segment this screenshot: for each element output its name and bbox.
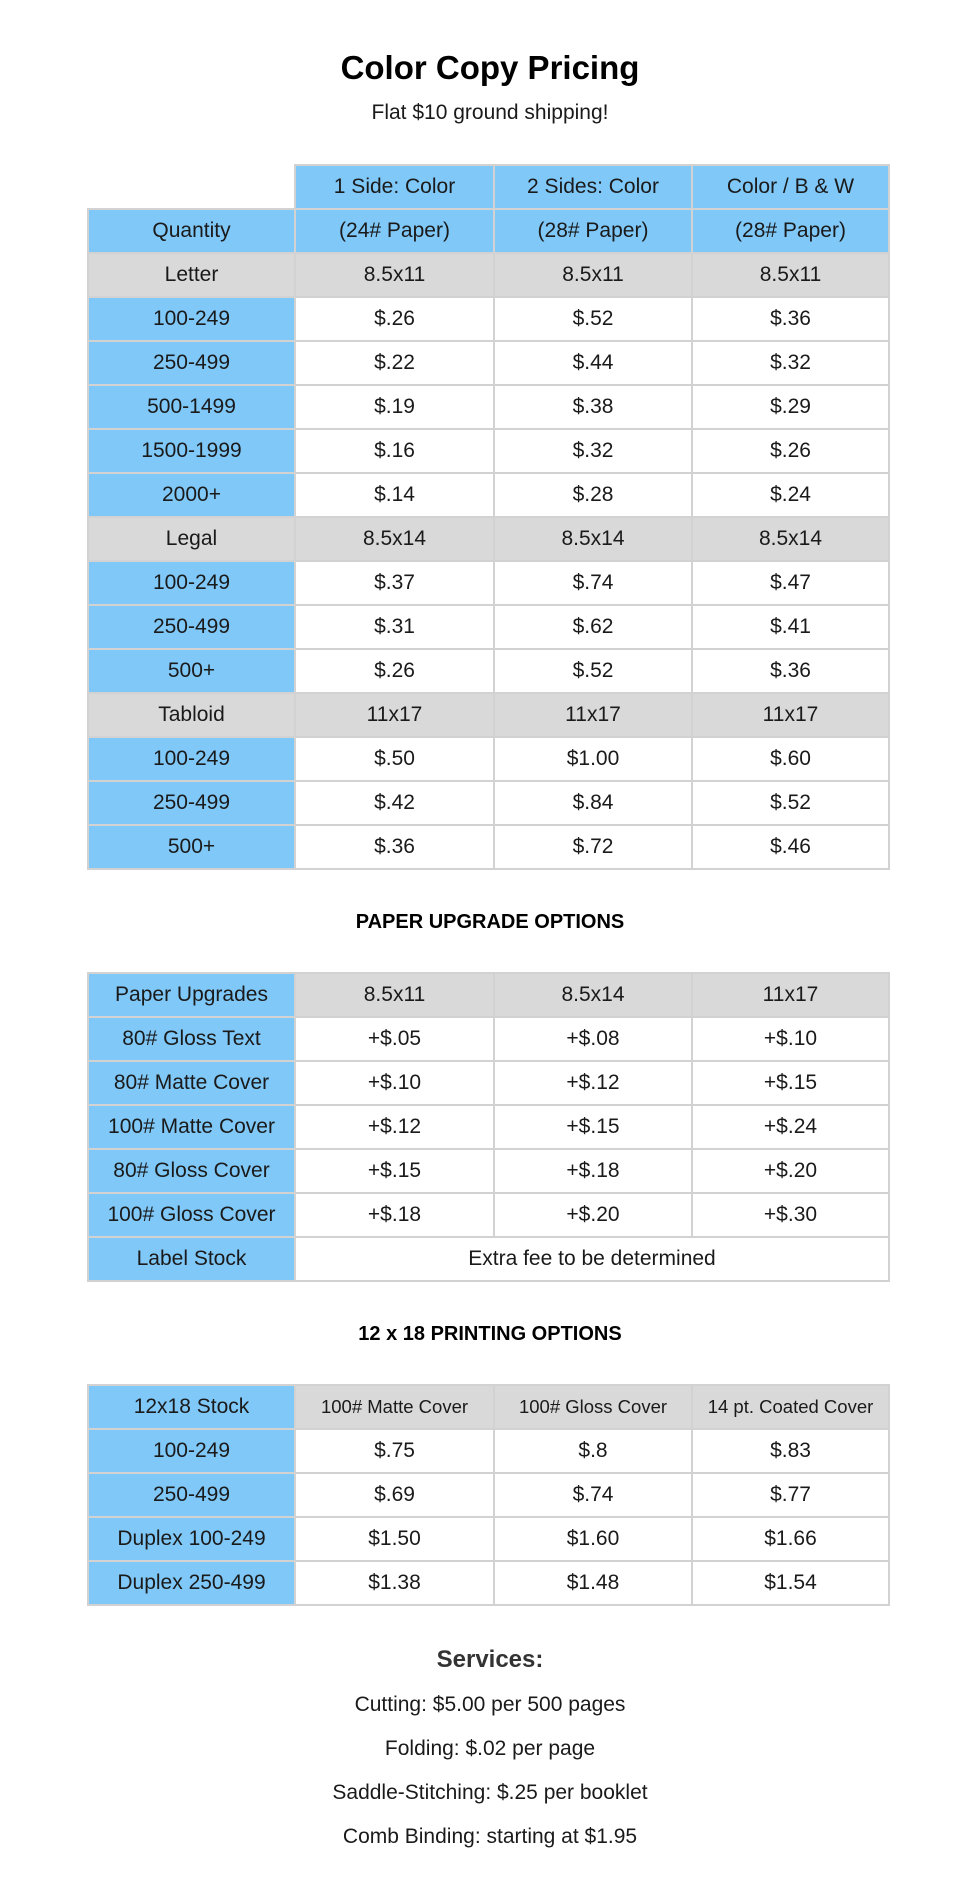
price-cell: $.60: [692, 737, 889, 781]
quantity-cell: 250-499: [88, 605, 295, 649]
paper-type-cell: 100# Gloss Cover: [88, 1193, 295, 1237]
price-cell: $.32: [494, 429, 692, 473]
price-cell: +$.12: [295, 1105, 494, 1149]
price-cell: $.24: [692, 473, 889, 517]
quantity-cell: 500+: [88, 825, 295, 869]
price-cell: $.14: [295, 473, 494, 517]
price-cell: $.84: [494, 781, 692, 825]
header-cell: 8.5x14: [494, 973, 692, 1017]
size-cell: 8.5x11: [692, 253, 889, 297]
price-cell: $.38: [494, 385, 692, 429]
table-row: [88, 297, 889, 341]
table-row: [88, 473, 889, 517]
color-copy-pricing-table: [87, 164, 890, 870]
section-label: Tabloid: [88, 693, 295, 737]
price-cell: $.26: [692, 429, 889, 473]
price-cell: $.52: [494, 297, 692, 341]
section-row-legal: [88, 517, 889, 561]
header-cell: 11x17: [692, 973, 889, 1017]
service-item-saddle-stitching: Saddle-Stitching: $.25 per booklet: [332, 1781, 648, 1804]
service-item-comb-binding: Comb Binding: starting at $1.95: [342, 1825, 638, 1848]
table-header-row: [88, 973, 889, 1017]
price-cell: +$.15: [692, 1061, 889, 1105]
table-row: [88, 1473, 889, 1517]
table-row: [88, 1061, 889, 1105]
price-cell: +$.15: [494, 1105, 692, 1149]
header-cell: 2 Sides: Color: [494, 165, 692, 209]
price-cell: +$.18: [494, 1149, 692, 1193]
price-cell: $.44: [494, 341, 692, 385]
table-row: [88, 1017, 889, 1061]
price-cell: $.26: [295, 297, 494, 341]
size-cell: 8.5x14: [692, 517, 889, 561]
quantity-cell: 500-1499: [88, 385, 295, 429]
quantity-cell: 250-499: [88, 781, 295, 825]
price-cell: $.74: [494, 1473, 692, 1517]
size-cell: 8.5x14: [295, 517, 494, 561]
price-cell: $.52: [494, 649, 692, 693]
price-cell: $.47: [692, 561, 889, 605]
size-cell: 8.5x11: [494, 253, 692, 297]
table-row: [88, 1429, 889, 1473]
paper-upgrades-table: [87, 972, 890, 1282]
table-row: [88, 1193, 889, 1237]
price-cell: $.16: [295, 429, 494, 473]
table-row: [88, 561, 889, 605]
price-cell: +$.05: [295, 1017, 494, 1061]
quantity-cell: 1500-1999: [88, 429, 295, 473]
header-cell: Quantity: [88, 209, 295, 253]
price-cell: +$.20: [692, 1149, 889, 1193]
price-cell: $.50: [295, 737, 494, 781]
quantity-cell: 2000+: [88, 473, 295, 517]
paper-type-cell: 80# Gloss Cover: [88, 1149, 295, 1193]
page-title: Color Copy Pricing: [340, 49, 640, 86]
paper-type-cell: 80# Gloss Text: [88, 1017, 295, 1061]
size-cell: 11x17: [692, 693, 889, 737]
size-cell: 8.5x14: [494, 517, 692, 561]
quantity-cell: 100-249: [88, 737, 295, 781]
table-row: [88, 781, 889, 825]
section-row-letter: [88, 253, 889, 297]
price-cell: $.36: [692, 297, 889, 341]
paper-type-cell: Label Stock: [88, 1237, 295, 1281]
price-cell: $.22: [295, 341, 494, 385]
header-cell: Color / B & W: [692, 165, 889, 209]
quantity-cell: 100-249: [88, 561, 295, 605]
price-cell: $.74: [494, 561, 692, 605]
table-row: [88, 649, 889, 693]
header-cell: (28# Paper): [494, 209, 692, 253]
price-cell: $.29: [692, 385, 889, 429]
stock-qty-cell: 250-499: [88, 1473, 295, 1517]
header-cell: (24# Paper): [295, 209, 494, 253]
table-row: [88, 605, 889, 649]
price-cell: $1.00: [494, 737, 692, 781]
price-cell: $.41: [692, 605, 889, 649]
price-cell: +$.18: [295, 1193, 494, 1237]
price-cell: +$.30: [692, 1193, 889, 1237]
price-cell: $.31: [295, 605, 494, 649]
paper-type-cell: 100# Matte Cover: [88, 1105, 295, 1149]
header-cell: 1 Side: Color: [295, 165, 494, 209]
stock-qty-cell: 100-249: [88, 1429, 295, 1473]
header-cell: 100# Matte Cover: [295, 1385, 494, 1429]
size-cell: 11x17: [295, 693, 494, 737]
price-cell: $.62: [494, 605, 692, 649]
table-row: [88, 1561, 889, 1605]
price-cell: $.32: [692, 341, 889, 385]
price-cell: $1.38: [295, 1561, 494, 1605]
price-cell: $.77: [692, 1473, 889, 1517]
services-heading: Services:: [436, 1646, 544, 1673]
price-cell: $.37: [295, 561, 494, 605]
header-cell: Paper Upgrades: [88, 973, 295, 1017]
table-row: [88, 1105, 889, 1149]
quantity-cell: 500+: [88, 649, 295, 693]
price-cell: $1.66: [692, 1517, 889, 1561]
section-row-tabloid: [88, 693, 889, 737]
paper-type-cell: 80# Matte Cover: [88, 1061, 295, 1105]
service-item-cutting: Cutting: $5.00 per 500 pages: [354, 1693, 626, 1716]
section-label: Letter: [88, 253, 295, 297]
price-cell: $.72: [494, 825, 692, 869]
price-cell: +$.20: [494, 1193, 692, 1237]
price-cell: +$.15: [295, 1149, 494, 1193]
table-header-row: [88, 165, 889, 209]
price-cell: $.36: [295, 825, 494, 869]
table-header-row: [88, 1385, 889, 1429]
table-row: [88, 737, 889, 781]
paper-upgrade-heading: PAPER UPGRADE OPTIONS: [355, 911, 625, 933]
size-cell: 11x17: [494, 693, 692, 737]
printing-12x18-table: [87, 1384, 890, 1606]
quantity-cell: 100-249: [88, 297, 295, 341]
price-cell: +$.10: [295, 1061, 494, 1105]
table-row: [88, 1149, 889, 1193]
price-cell: $.46: [692, 825, 889, 869]
header-cell: 8.5x11: [295, 973, 494, 1017]
price-cell: $.75: [295, 1429, 494, 1473]
shipping-note: Flat $10 ground shipping!: [371, 101, 609, 124]
price-cell: $.52: [692, 781, 889, 825]
table-row: [88, 1517, 889, 1561]
price-cell: $1.60: [494, 1517, 692, 1561]
price-cell: $.36: [692, 649, 889, 693]
price-cell: $1.54: [692, 1561, 889, 1605]
price-cell: +$.12: [494, 1061, 692, 1105]
table-row-label-stock: [88, 1237, 889, 1281]
stock-qty-cell: Duplex 250-499: [88, 1561, 295, 1605]
size-cell: 8.5x11: [295, 253, 494, 297]
printing-12x18-heading: 12 x 18 PRINTING OPTIONS: [358, 1323, 622, 1345]
header-cell: 100# Gloss Cover: [494, 1385, 692, 1429]
service-item-folding: Folding: $.02 per page: [384, 1737, 596, 1760]
price-cell: $.83: [692, 1429, 889, 1473]
price-cell: $.69: [295, 1473, 494, 1517]
table-row: [88, 385, 889, 429]
price-cell: $.8: [494, 1429, 692, 1473]
price-cell: $1.50: [295, 1517, 494, 1561]
quantity-cell: 250-499: [88, 341, 295, 385]
table-row: [88, 825, 889, 869]
table-row: [88, 341, 889, 385]
price-cell: +$.10: [692, 1017, 889, 1061]
label-stock-note: Extra fee to be determined: [295, 1237, 889, 1281]
header-cell: (28# Paper): [692, 209, 889, 253]
price-cell: $.28: [494, 473, 692, 517]
price-cell: $.19: [295, 385, 494, 429]
stock-qty-cell: Duplex 100-249: [88, 1517, 295, 1561]
price-cell: +$.24: [692, 1105, 889, 1149]
table-row: [88, 429, 889, 473]
header-empty-cell: [88, 165, 295, 209]
price-cell: +$.08: [494, 1017, 692, 1061]
header-cell: 12x18 Stock: [88, 1385, 295, 1429]
price-cell: $1.48: [494, 1561, 692, 1605]
table-header-row: [88, 209, 889, 253]
price-cell: $.26: [295, 649, 494, 693]
section-label: Legal: [88, 517, 295, 561]
price-cell: $.42: [295, 781, 494, 825]
header-cell: 14 pt. Coated Cover: [692, 1385, 889, 1429]
